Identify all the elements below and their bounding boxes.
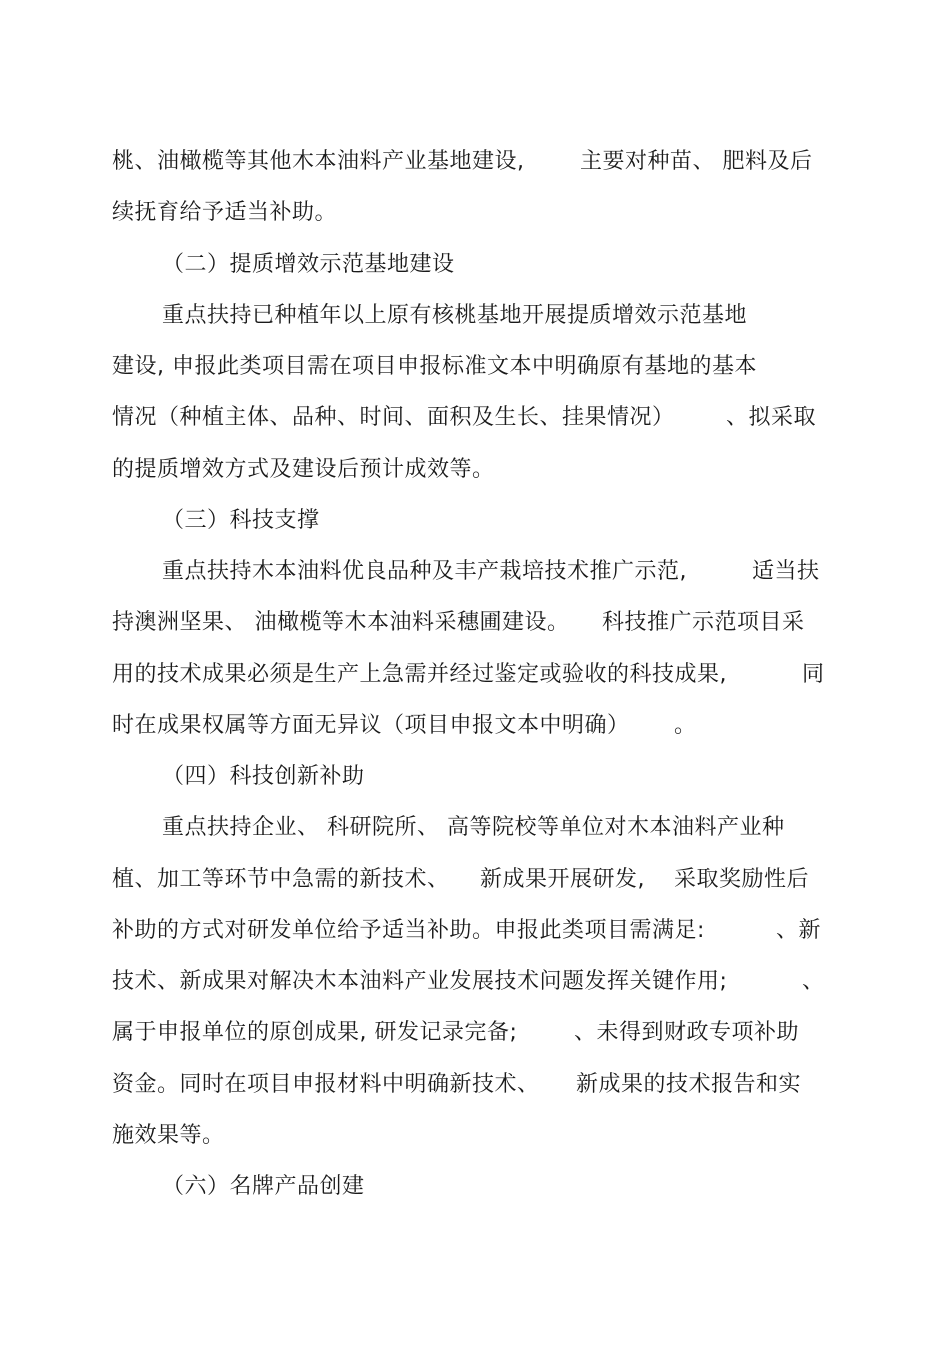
text-segment: 。 <box>674 713 697 738</box>
text-segment: 重点扶持企业、 科研院所、 高等院校等单位对木本油料产业种 <box>162 815 785 840</box>
heading-text: （四）科技创新补助 <box>162 764 365 789</box>
text-segment: 用的技术成果必须是生产上急需并经过鉴定或验收的科技成果, <box>112 662 727 687</box>
text-segment: 科技推广示范项目采 <box>602 610 805 635</box>
text-segment: 新成果开展研发, <box>480 867 645 892</box>
heading-text: （三）科技支撑 <box>162 508 320 533</box>
text-segment: 时在成果权属等方面无异议（项目申报文本中明确） <box>112 713 630 738</box>
text-segment: 适当扶 <box>752 559 820 584</box>
text-segment: 情况（种植主体、品种、时间、面积及生长、挂果情况） <box>112 405 675 430</box>
text-segment: 的提质增效方式及建设后预计成效等。 <box>112 457 495 482</box>
text-segment: 技术、新成果对解决木本油料产业发展技术问题发挥关键作用; <box>112 969 728 994</box>
text-segment: 同 <box>802 662 825 687</box>
text-segment: 桃、油橄榄等其他木本油料产业基地建设, <box>112 149 525 174</box>
text-segment: 、 <box>802 969 825 994</box>
text-segment: 主要对种苗、 肥料及后 <box>580 149 813 174</box>
text-segment: 植、加工等环节中急需的新技术、 <box>112 867 450 892</box>
text-segment: 重点扶持木本油料优良品种及丰产栽培技术推广示范, <box>162 559 687 584</box>
text-segment: 续抚育给予适当补助。 <box>112 200 338 225</box>
heading-text: （二）提质增效示范基地建设 <box>162 252 455 277</box>
text-segment: 施效果等。 <box>112 1123 225 1148</box>
text-segment: 重点扶持已种植年以上原有核桃基地开展提质增效示范基地 <box>162 303 748 328</box>
text-segment: 、拟采取 <box>726 405 817 430</box>
text-segment: 补助的方式对研发单位给予适当补助。申报此类项目需满足: <box>112 918 705 943</box>
text-segment: 资金。同时在项目申报材料中明确新技术、 <box>112 1072 540 1097</box>
text-segment: 、未得到财政专项补助 <box>574 1020 800 1045</box>
text-segment: 、新 <box>776 918 822 943</box>
text-segment: 建设, 申报此类项目需在项目申报标准文本中明确原有基地的基本 <box>112 354 757 379</box>
text-segment: 新成果的技术报告和实 <box>576 1072 802 1097</box>
heading-text: （六）名牌产品创建 <box>162 1174 365 1199</box>
text-segment: 属于申报单位的原创成果, 研发记录完备; <box>112 1020 518 1045</box>
text-segment: 采取奖励性后 <box>674 867 810 892</box>
text-segment: 持澳洲坚果、 油橄榄等木本油料采穗圃建设。 <box>112 610 570 635</box>
